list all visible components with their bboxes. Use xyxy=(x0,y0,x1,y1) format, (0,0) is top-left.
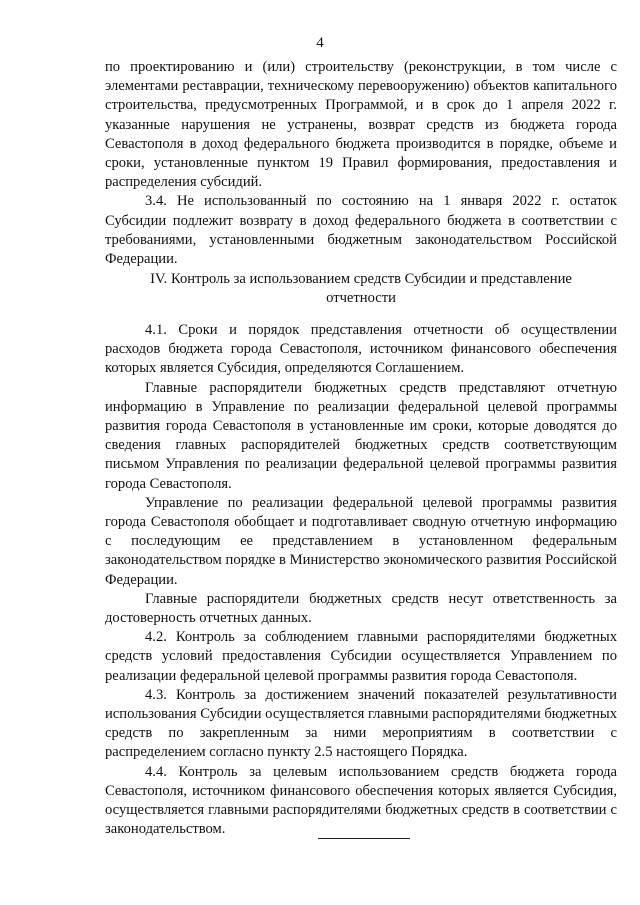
section-title-line-1: IV. Контроль за использованием средств Субсидии и представление xyxy=(150,271,572,287)
paragraph-reporting-info: Главные распорядители бюджетных средств представляют отчетную информацию в Управление по реализации федеральной целевой программы развития города Севастополя в установленные им сроки, которые доводятся до сведения главных распорядителей бюджетных средств соответствующим письмом Управления по реализации федеральной целевой программы развития города Севастополя. xyxy=(105,379,617,492)
paragraph-4-2: 4.2. Контроль за соблюдением главными распорядителями бюджетных средств условий предоставления Субсидии осуществляется Управлением по реализации федеральной целевой программы развития города Севастополя. xyxy=(105,629,617,684)
paragraph-4-3: 4.3. Контроль за достижением значений показателей результативности использования Субсидии осуществляется главными распорядителями бюджетных средств по закрепленным за ними мероприятиям в соответствии с распределением согласно пункту 2.5 настоящего Порядка. xyxy=(105,686,617,761)
section-4-text-block xyxy=(105,321,617,839)
paragraph-4-1: 4.1. Сроки и порядок представления отчетности об осуществлении расходов бюджета города Севастополя, источником финансового обеспечения которых является Субсидия, определяются Соглашением. xyxy=(105,322,617,377)
page-number: 4 xyxy=(316,35,324,51)
paragraph-4-4: 4.4. Контроль за целевым использованием средств бюджета города Севастополя, источником финансового обеспечения которых является Субсидия, осуществляется главными распорядителями бюджетных средств в соответствии с законодательством. xyxy=(105,763,617,838)
top-text-block xyxy=(105,58,617,269)
paragraph-responsibility: Главные распорядители бюджетных средств несут ответственность за достоверность отчетных данных. xyxy=(105,590,617,627)
paragraph-3-4: 3.4. Не использованный по состоянию на 1 января 2022 г. остаток Субсидии подлежит возврату в доход федерального бюджета в соответствии с требованиями, установленными бюджетным законодательством Российской Федерации. xyxy=(105,193,617,268)
section-title xyxy=(105,270,617,308)
paragraph-continuation: по проектированию и (или) строительству (реконструкции, в том числе с элементами реставрации, техническому перевооружению) объектов капитального строительства, предусмотренных Программой, и в срок до 1 апреля 2022 г. указанные нарушения не устранены, возврат средств из бюджета города Севастополя в доход федерального бюджета производится в порядке, объеме и сроки, установленные пунктом 19 Правил формирования, предоставления и распределения субсидий. xyxy=(105,59,617,191)
section-title-line-2: отчетности xyxy=(326,290,396,307)
end-of-text-rule xyxy=(318,838,410,839)
paragraph-summary-report: Управление по реализации федеральной целевой программы развития города Севастополя обобщает и подготавливает сводную отчетную информацию с последующим ее представлением в установленном федеральным законодательством порядке в Министерство экономического развития Российской Федерации. xyxy=(105,494,617,588)
